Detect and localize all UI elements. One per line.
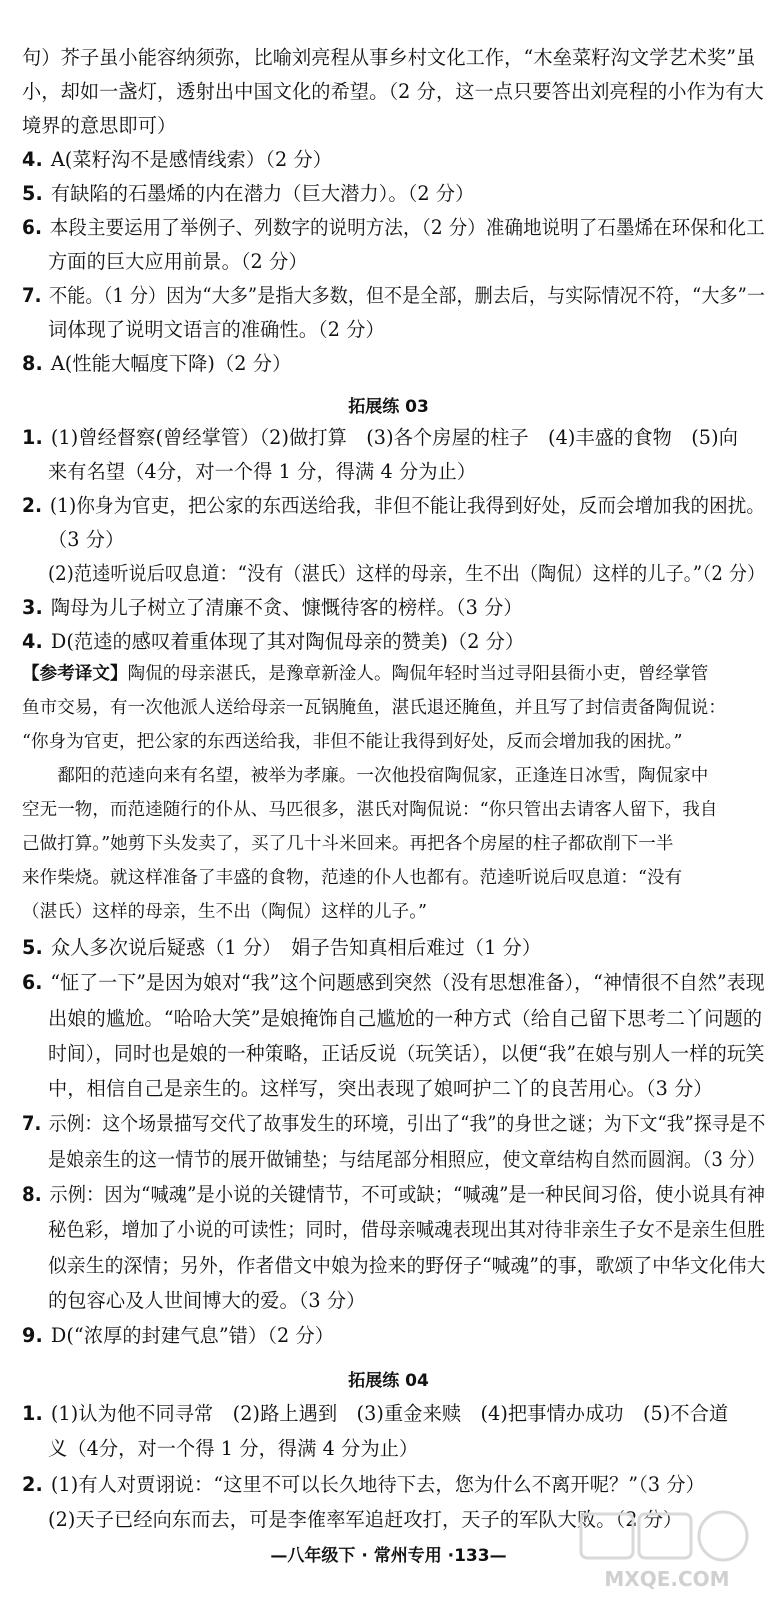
translation-text: 陶侃的母亲湛氏，是豫章新淦人。陶侃年轻时当过寻阳县衙小吏，曾经掌管 bbox=[127, 664, 709, 684]
watermark-url: MXQE.COM bbox=[604, 1567, 730, 1591]
translation-line: 来作柴烧。就这样准备了丰盛的食物，范逵的仆人也都有。范逵听说后叹息道：“没有 bbox=[22, 868, 683, 888]
line-text: A(性能大幅度下降)（2 分） bbox=[50, 352, 292, 375]
answer-line bbox=[22, 598, 523, 617]
line-text: 小，却如一盏灯，透射出中国文化的希望。（2 分，这一点只要答出刘亮程的小作为有大 bbox=[22, 80, 764, 103]
answer-line bbox=[48, 1218, 766, 1242]
answer-line bbox=[22, 150, 332, 169]
translation-text: “你身为官吏，把公家的东西送给我，非但不能让我得到好处，反而会增加我的困扰。” bbox=[22, 732, 683, 752]
answer-line bbox=[48, 564, 765, 583]
line-text: (2)天子已经向东而去，可是李傕率军追赶攻打，天子的军队大败。（2 分） bbox=[48, 1508, 683, 1531]
answer-line bbox=[22, 1402, 729, 1426]
question-number: 6. bbox=[22, 971, 43, 995]
line-text: (1)有人对贾诩说：“这里不可以长久地待下去，您为什么不离开呢？”（3 分） bbox=[50, 1472, 705, 1496]
answer-line bbox=[22, 938, 541, 957]
line-text: 方面的巨大应用前景。（2 分） bbox=[48, 250, 308, 273]
line-text: 有缺陷的石墨烯的内在潜力（巨大潜力）。（2 分） bbox=[50, 182, 475, 205]
translation-line: 己做打算。”她剪下头发卖了，买了几十斗米回来。再把各个房屋的柱子都砍削下一半 bbox=[22, 834, 674, 854]
question-number: 1. bbox=[22, 1402, 43, 1426]
line-text: “怔了一下”是因为娘对“我”这个问题感到突然（没有思想准备），“神情很不自然”表现 bbox=[50, 971, 765, 995]
answer-line bbox=[22, 971, 765, 995]
answer-line bbox=[22, 1324, 335, 1348]
answer-line bbox=[22, 428, 738, 447]
question-number: 2. bbox=[22, 494, 43, 517]
answer-line bbox=[22, 496, 765, 515]
line-text: 词体现了说明文语言的准确性。（2 分） bbox=[48, 318, 385, 341]
translation-line: 空无一物，而范逵随行的仆从、马匹很多，湛氏对陶侃说：“你只管出去请客人留下，我自 bbox=[22, 800, 718, 820]
line-text: 本段主要运用了举例子、列数字的说明方法，（2 分）准确地说明了石墨烯在环保和化工 bbox=[49, 216, 765, 239]
answer-line bbox=[48, 320, 385, 339]
line-text: (1)你身为官吏，把公家的东西送给我，非但不能让我得到好处，反而会增加我的困扰。 bbox=[49, 494, 765, 517]
line-text: 秘色彩，增加了小说的可读性；同时，借母亲喊魂表现出其对待非亲生子女不是亲生但胜 bbox=[48, 1218, 766, 1242]
line-text: 似亲生的深情；另外，作者借文中娘为捡来的野伢子“喊魂”的事，歌颂了中华文化伟大 bbox=[48, 1253, 766, 1277]
question-number: 1. bbox=[22, 426, 43, 449]
translation-text: 鄱阳的范逵向来有名望，被举为孝廉。一次他投宿陶侃家，正逢连日冰雪，陶侃家中 bbox=[22, 766, 709, 786]
line-text: 句）芥子虽小能容纳须弥，比喻刘亮程从事乡村文化工作，“木垒菜籽沟文学艺术奖”虽 bbox=[22, 46, 756, 69]
translation-line bbox=[22, 666, 708, 684]
answer-line bbox=[48, 1253, 766, 1277]
answer-line bbox=[48, 252, 308, 271]
line-text: （3 分） bbox=[48, 528, 125, 551]
answer-line bbox=[48, 1041, 765, 1065]
answer-line bbox=[48, 1077, 713, 1101]
answer-line bbox=[48, 1006, 763, 1030]
answer-line bbox=[22, 184, 474, 203]
answer-line bbox=[48, 530, 124, 549]
answer-line bbox=[22, 354, 291, 373]
section-heading: 拓展练 04 bbox=[348, 1370, 429, 1391]
line-text: 义（4分，对一个得 1 分，得满 4 分为止） bbox=[48, 1437, 419, 1461]
answer-line bbox=[48, 462, 476, 481]
answer-line bbox=[22, 82, 764, 101]
line-text: 示例：这个场景描写交代了故事发生的环境，引出了“我”的身世之谜；为下文“我”探寻是不 bbox=[48, 1112, 766, 1136]
answer-line bbox=[22, 48, 755, 67]
line-text: 来有名望（4分，对一个得 1 分，得满 4 分为止） bbox=[48, 460, 477, 483]
question-number: 7. bbox=[22, 1112, 42, 1136]
translation-line bbox=[22, 700, 726, 718]
answer-line bbox=[48, 1288, 366, 1312]
line-text: (1)认为他不同寻常 (2)路上遇到 (3)重金来赎 (4)把事情办成功 (5)不合道 bbox=[50, 1402, 729, 1426]
translation-text: 鱼市交易，有一次他派人送给母亲一瓦锅腌鱼，湛氏退还腌鱼，并且写了封信责备陶侃说： bbox=[22, 698, 726, 718]
translation-line bbox=[22, 768, 708, 786]
line-text: D(“浓厚的封建气息”错）（2 分） bbox=[50, 1324, 335, 1348]
line-text: 众人多次说后疑惑（1 分） 娟子告知真相后难过（1 分） bbox=[50, 936, 542, 959]
question-number: 9. bbox=[22, 1324, 43, 1348]
answer-line bbox=[22, 116, 176, 135]
question-number: 4. bbox=[22, 630, 43, 653]
line-text: 出娘的尴尬。“哈哈大笑”是娘掩饰自己尴尬的一种方式（给自己留下思考二丫问题的 bbox=[48, 1006, 763, 1030]
line-text: 示例：因为“喊魂”是小说的关键情节，不可或缺；“喊魂”是一种民间习俗，使小说具有神 bbox=[49, 1183, 766, 1207]
answer-line bbox=[22, 1472, 705, 1496]
answer-line bbox=[22, 632, 524, 651]
translation-line: （湛氏）这样的母亲，生不出（陶侃）这样的儿子。” bbox=[22, 902, 428, 922]
line-text: 境界的意思即可） bbox=[22, 114, 177, 137]
question-number: 3. bbox=[22, 596, 43, 619]
line-text: 中，相信自己是亲生的。这样写，突出表现了娘呵护二丫的良苦用心。（3 分） bbox=[48, 1077, 713, 1101]
line-text: 时间），同时也是娘的一种策略，正话反说（玩笑话），以便“我”在娘与别人一样的玩笑 bbox=[48, 1041, 765, 1065]
question-number: 6. bbox=[22, 216, 43, 239]
answer-line bbox=[22, 286, 765, 305]
line-text: 陶母为儿子树立了清廉不贪、慷慨待客的榜样。（3 分） bbox=[50, 596, 523, 619]
reference-label: 【参考译文】 bbox=[22, 664, 128, 684]
page-footer: —八年级下 · 常州专用 ·133— bbox=[270, 1546, 507, 1566]
line-text: (2)范逵听说后叹息道：“没有（湛氏）这样的母亲，生不出（陶侃）这样的儿子。”（2 分） bbox=[48, 562, 766, 585]
answer-line bbox=[22, 1183, 766, 1207]
question-number: 4. bbox=[22, 148, 43, 171]
line-text: 不能。（1 分）因为“大多”是指大多数，但不是全部，删去后，与实际情况不符，“大多”一 bbox=[49, 284, 766, 307]
line-text: 的包容心及人世间博大的爱。（3 分） bbox=[48, 1288, 366, 1312]
section-heading: 拓展练 03 bbox=[348, 397, 429, 417]
question-number: 5. bbox=[22, 182, 43, 205]
answer-line bbox=[22, 218, 765, 237]
line-text: D(范逵的感叹着重体现了其对陶侃母亲的赞美)（2 分） bbox=[50, 630, 525, 653]
question-number: 2. bbox=[22, 1472, 43, 1496]
translation-line bbox=[22, 734, 683, 752]
answer-line bbox=[48, 1147, 766, 1171]
line-text: (1)曾经督察(曾经掌管）（2)做打算 (3)各个房屋的柱子 (4)丰盛的食物 (5)向 bbox=[50, 426, 738, 449]
answer-line bbox=[22, 1112, 766, 1136]
question-number: 8. bbox=[22, 352, 43, 375]
question-number: 7. bbox=[22, 284, 42, 307]
line-text: A(菜籽沟不是感情线索）（2 分） bbox=[50, 148, 333, 171]
answer-line bbox=[48, 1437, 419, 1461]
question-number: 8. bbox=[22, 1183, 42, 1207]
line-text: 是娘亲生的这一情节的展开做铺垫；与结尾部分相照应，使文章结构自然而圆润。（3 分） bbox=[48, 1147, 766, 1171]
question-number: 5. bbox=[22, 936, 43, 959]
